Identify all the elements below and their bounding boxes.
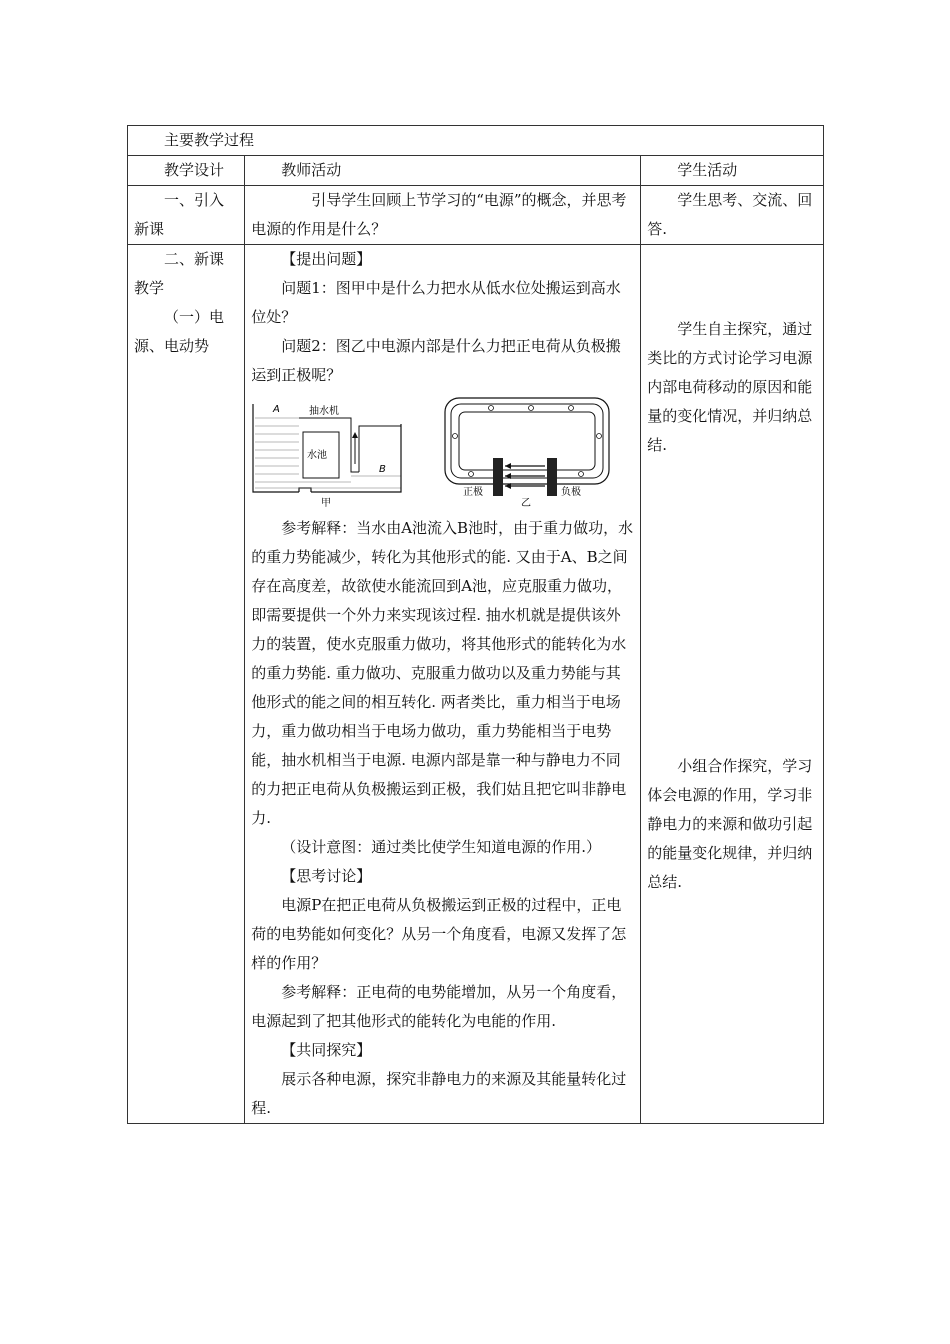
discuss-text: 电源P在把正电荷从负极搬运到正极的过程中，正电荷的电势能如何变化？从另一个角度看，电源又发挥了怎样的作用？ — [251, 896, 627, 972]
design-intent: （设计意图：通过类比使学生知道电源的作用.） — [281, 838, 601, 856]
circuit-diagram — [441, 396, 613, 508]
row1-design: 一、引入新课 — [128, 186, 245, 245]
row1-student: 学生思考、交流、回答. — [641, 186, 824, 245]
fig-b-caption: 乙 — [521, 498, 532, 508]
fig-a-caption: 甲 — [321, 498, 332, 508]
header-teacher: 教师活动 — [245, 156, 641, 186]
row2-student-cell — [641, 245, 824, 1124]
neg-label: 负极 — [561, 487, 582, 498]
header-row — [128, 156, 824, 186]
raise-title: 【提出问题】 — [281, 250, 372, 268]
question-1: 问题1：图甲中是什么力把水从低水位处搬运到高水位处？ — [251, 279, 621, 326]
section-title: 主要教学过程 — [128, 126, 824, 156]
diagrams — [251, 390, 634, 514]
student-activity-1: 学生自主探究，通过类比的方式讨论学习电源内部电荷移动的原因和能量的变化情况，并归纳总结. — [647, 320, 813, 454]
row1-teacher: 引导学生回顾上节学习的“电源”的概念，并思考电源的作用是什么？ — [245, 186, 641, 245]
pool-label: 水池 — [307, 450, 328, 461]
explore-title: 【共同探究】 — [281, 1041, 372, 1059]
pump-diagram — [251, 396, 421, 508]
discuss-title: 【思考讨论】 — [281, 867, 372, 885]
table-row — [128, 186, 824, 245]
row2-design-cell — [128, 245, 245, 1124]
reference-1: 参考解释：当水由A池流入B池时，由于重力做功，水的重力势能减少，转化为其他形式的能. 又由于A、B之间存在高度差，故欲使水能流回到A池，应克服重力做功，即需要提供一个外力来实现该过程. 抽水机就是提供该外力的装置，使水克服重力做功，将其他形式的能转化为水的重力势能. 重力做功、克服重力做功以及重力势能与其他形式的能之间的相互转化. 两者类比，重力相当于电场力，重力做功相当于电场力做功，重力势能相当于电势能，抽水机相当于电源. 电源内部是靠一种与静电力不同的力把正电荷从负极搬运到正极，我们姑且把它叫非静电力. — [251, 519, 634, 827]
label-a: A — [273, 404, 281, 415]
student-activity-2: 小组合作探究，学习体会电源的作用，学习非静电力的来源和做功引起的能量变化规律，并归纳总结. — [647, 757, 813, 891]
pos-label: 正极 — [463, 487, 484, 498]
lesson-table — [127, 125, 824, 1124]
pump-label: 抽水机 — [309, 406, 340, 417]
row2-teacher-cell — [245, 245, 641, 1124]
header-design: 教学设计 — [128, 156, 245, 186]
label-b: B — [379, 464, 387, 475]
header-student: 学生活动 — [641, 156, 824, 186]
reference-2: 参考解释：正电荷的电势能增加，从另一个角度看，电源起到了把其他形式的能转化为电能的作用. — [251, 983, 627, 1030]
table-row — [128, 245, 824, 1124]
question-2: 问题2：图乙中电源内部是什么力把正电荷从负极搬运到正极呢？ — [251, 337, 621, 384]
row2-design-sub: （一）电源、电动势 — [134, 308, 225, 355]
title-row — [128, 126, 824, 156]
explore-text: 展示各种电源，探究非静电力的来源及其能量转化过程. — [251, 1070, 627, 1117]
row2-design: 二、新课教学 — [134, 250, 225, 297]
